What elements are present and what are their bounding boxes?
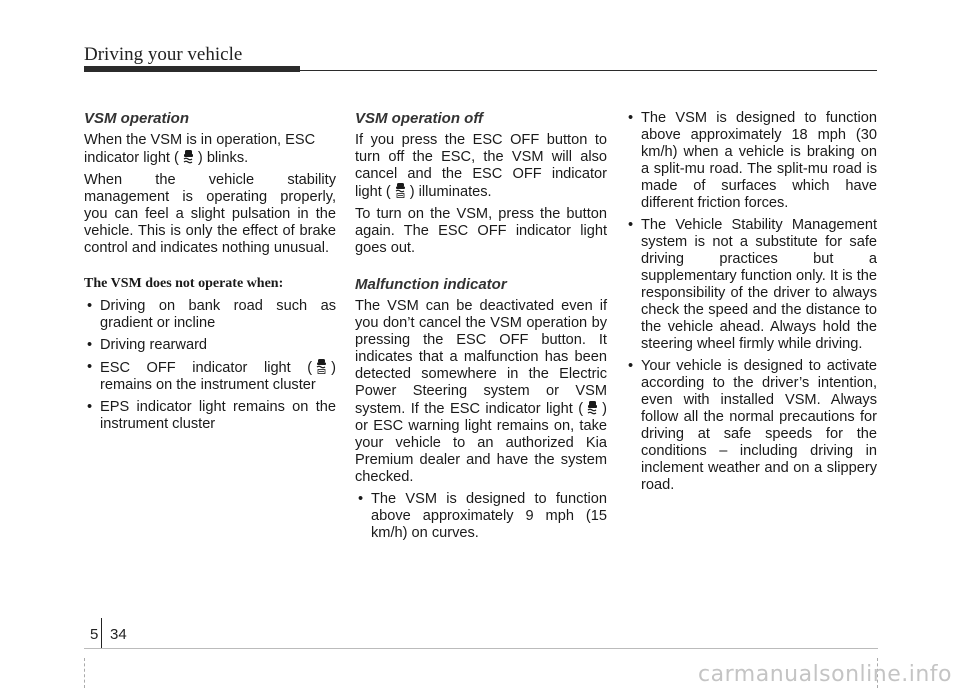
text-part: ) remains on the instrument cluster [100, 360, 336, 393]
bullet-list-notes [625, 110, 877, 494]
list-item: • Driving on bank road such as gradient or incline [84, 298, 336, 332]
list-item: • The VSM is designed to function above approximately 18 mph (30 km/h) when a vehicle is braking on a split-mu road. The split-mu road is made of surfaces which have different friction forces. [625, 110, 877, 212]
text-part: When the VSM is in operation, ESC indicator light ( [84, 132, 316, 166]
text-part: ) blinks. [197, 150, 249, 166]
paragraph-turn-on: To turn on the VSM, press the button again. The ESC OFF indicator light goes out. [355, 206, 607, 256]
paragraph-malfunction [355, 298, 607, 486]
esc-indicator-icon [586, 400, 599, 415]
subheading-not-operate: The VSM does not operate when: [84, 276, 284, 291]
paragraph-esc-off [355, 132, 607, 201]
text-part: ) illuminates. [409, 184, 492, 200]
chapter-number: 5 [90, 626, 99, 643]
list-item [84, 359, 336, 394]
esc-off-indicator-icon [315, 359, 328, 374]
text-part: The VSM can be deactivated even if you don’t cancel the VSM operation by pressing the ESC OFF button. It indicates that a malfunction has been detected somewhere in the Electric Power Steering system or VSM system. If the ESC indicator light ( [355, 298, 607, 417]
text-part: If you press the ESC OFF button to turn off the ESC, the VSM will also cancel and the ESC OFF indicator light ( [355, 132, 607, 200]
footer-separator [101, 618, 102, 648]
heading-vsm-operation: VSM operation [84, 110, 190, 127]
page-number: 34 [110, 626, 127, 643]
text-part: ESC OFF indicator light ( [100, 360, 313, 376]
heading-vsm-operation-off: VSM operation off [355, 110, 484, 127]
watermark: carmanualsonline.info [698, 662, 952, 687]
list-item: • The Vehicle Stability Management system is not a substitute for safe driving practices but a supplementary function only. It is the responsibility of the driver to always check the speed and the distance to the vehicle ahead. Always hold the steering wheel firmly while driving. [625, 217, 877, 353]
heading-malfunction-indicator: Malfunction indicator [355, 276, 507, 293]
page-header-title: Driving your vehicle [84, 44, 243, 65]
text-part: ) or ESC warning light remains on, take your vehicle to an authorized Kia Premium dealer and have the system checked. [355, 401, 607, 485]
header-rule [300, 70, 877, 71]
list-item: • Your vehicle is designed to activate according to the driver’s intention, even with installed VSM. Always follow all the normal precautions for driving at safe speeds for the conditions – including driving in inclement weather and on a slippery road. [625, 358, 877, 494]
column-1 [84, 110, 336, 438]
esc-off-indicator-icon [394, 183, 407, 198]
list-item: • EPS indicator light remains on the instrument cluster [84, 399, 336, 433]
esc-indicator-icon [182, 149, 195, 164]
bullet-list-curves [355, 491, 607, 542]
paragraph-pulsation: When the vehicle stability management is operating properly, you can feel a slight pulsation in the vehicle. This is only the effect of brake control and indicates nothing unusual. [84, 172, 336, 256]
column-2 [355, 110, 607, 547]
crop-mark [84, 658, 86, 688]
footer-rule [84, 648, 878, 649]
list-item: • Driving rearward [84, 337, 336, 354]
bullet-list-conditions [84, 298, 336, 433]
list-item: • The VSM is designed to function above approximately 9 mph (15 km/h) on curves. [355, 491, 607, 542]
column-3 [625, 110, 877, 499]
header-bar [84, 66, 300, 72]
paragraph-vsm-blinks [84, 132, 336, 167]
